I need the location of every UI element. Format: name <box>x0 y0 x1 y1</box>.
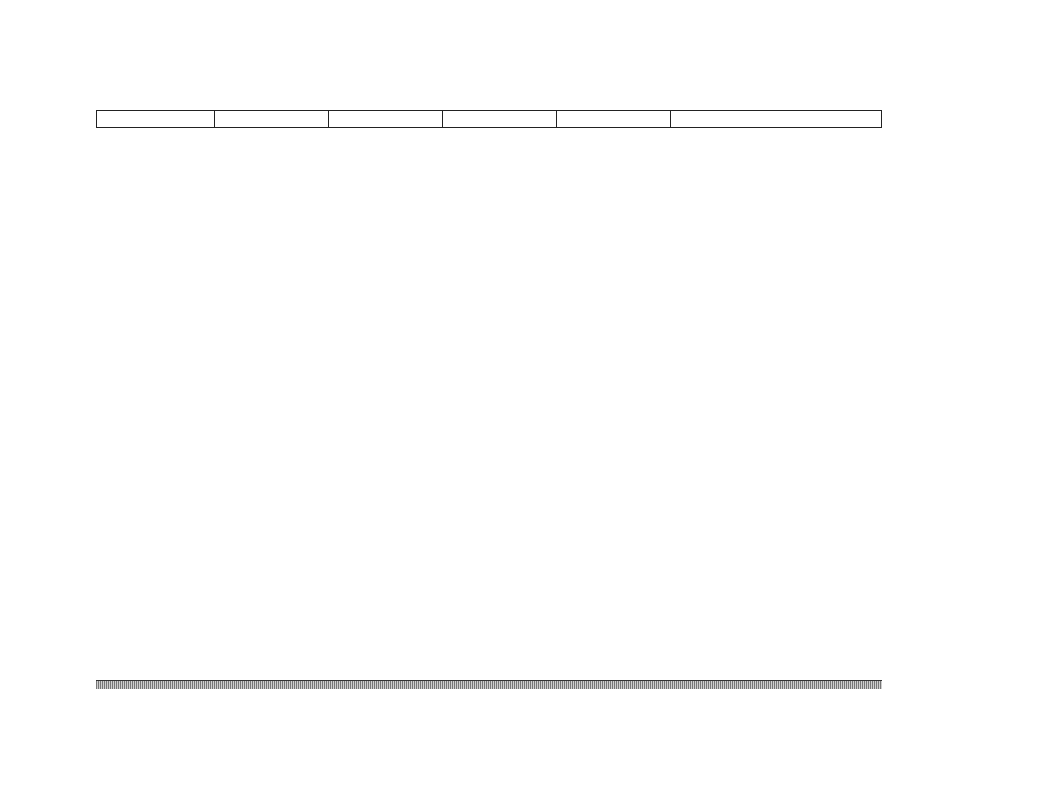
bottom-strip <box>96 680 882 689</box>
